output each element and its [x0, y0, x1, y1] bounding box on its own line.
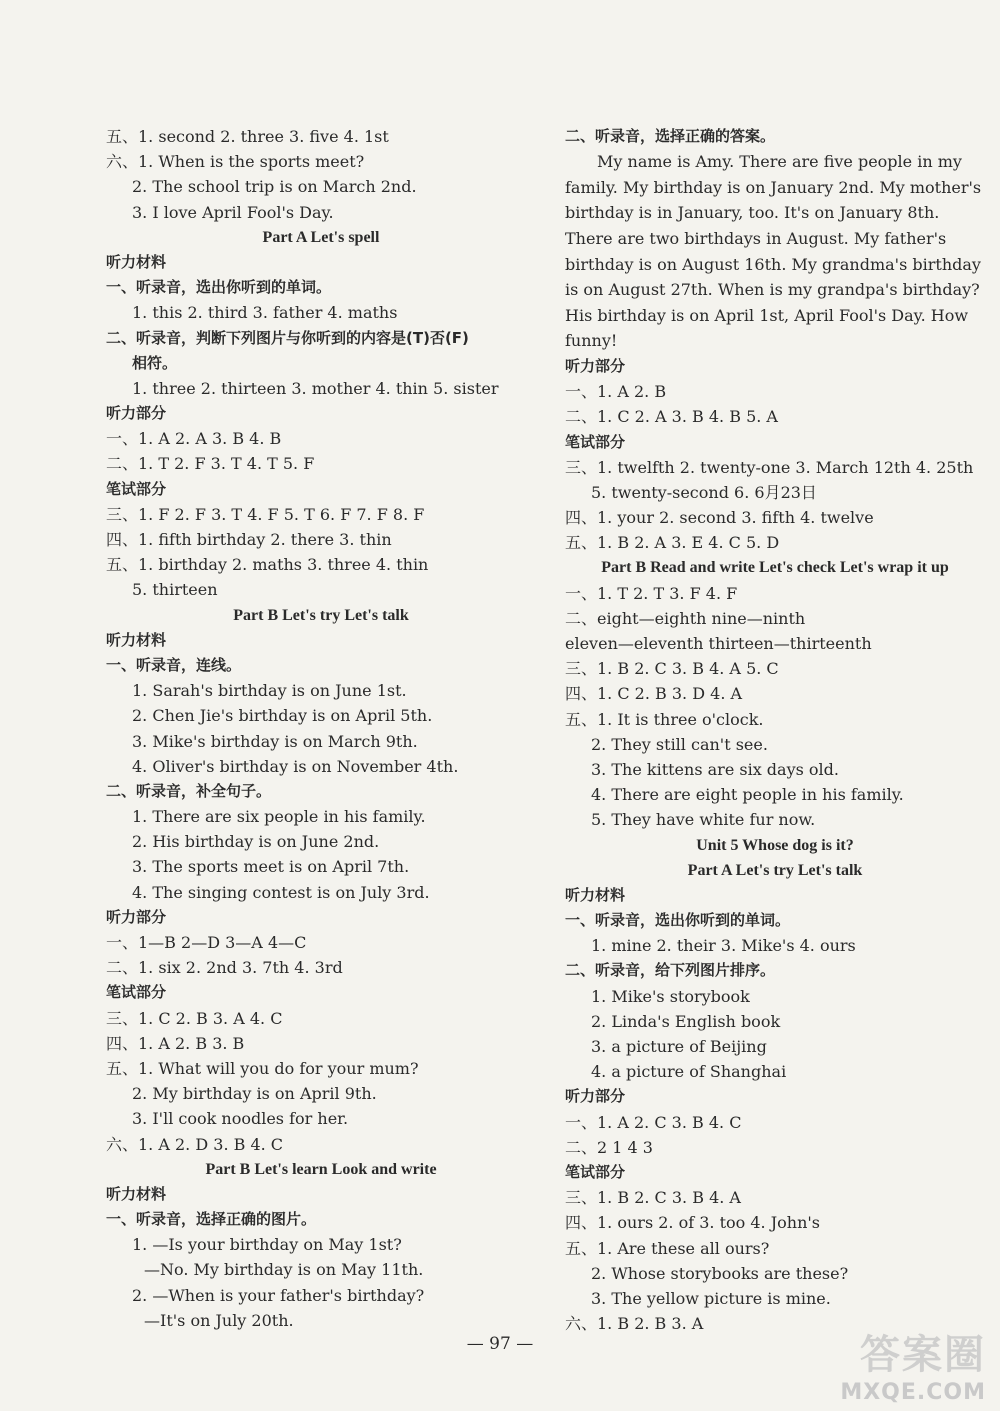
left-column-line: 4. The singing contest is on July 3rd. — [132, 882, 430, 902]
right-column-line: 三、1. B 2. C 3. B 4. A — [565, 1188, 741, 1208]
left-column-line: 3. Mike's birthday is on March 9th. — [132, 731, 418, 751]
left-column-line: 5. thirteen — [132, 580, 218, 600]
left-column-line: Part B Let's learn Look and write — [205, 1160, 437, 1178]
right-column-line: 听力部分 — [565, 1087, 626, 1106]
right-column-line: Part A Let's try Let's talk — [687, 861, 863, 879]
watermark-logo — [840, 1323, 986, 1405]
left-column-line: 1. There are six people in his family. — [132, 807, 426, 827]
right-column-line: Unit 5 Whose dog is it? — [696, 836, 854, 854]
right-column-line: 4. a picture of Shanghai — [591, 1062, 787, 1082]
left-column-line: 听力部分 — [106, 404, 167, 423]
right-column-line: 三、1. twelfth 2. twenty-one 3. March 12th 4. 25th — [565, 457, 974, 477]
right-column-line: 二、eight—eighth nine—ninth — [565, 608, 806, 628]
left-column-line: 1. Sarah's birthday is on June 1st. — [132, 681, 407, 701]
right-column-line: 六、1. B 2. B 3. A — [565, 1314, 704, 1334]
right-column-line: 二、1. C 2. A 3. B 4. B 5. A — [565, 407, 778, 427]
right-column-line: 二、听录音，给下列图片排序。 — [565, 961, 776, 980]
left-column-line: 三、1. F 2. F 3. T 4. F 5. T 6. F 7. F 8. F — [106, 504, 425, 524]
right-column-line: 2. Whose storybooks are these? — [591, 1263, 849, 1283]
left-column-line: 4. Oliver's birthday is on November 4th. — [132, 756, 459, 776]
right-column-line: 一、1. A 2. B — [565, 382, 667, 402]
left-column-line: 二、1. six 2. 2nd 3. 7th 4. 3rd — [106, 958, 343, 978]
left-column-line: 二、听录音，判断下列图片与你听到的内容是(T)否(F) — [106, 328, 469, 347]
left-column-line: 1. this 2. third 3. father 4. maths — [132, 303, 398, 323]
right-column-line: 一、听录音，选出你听到的单词。 — [565, 911, 791, 930]
left-column — [106, 124, 536, 1333]
right-column-line: 3. The yellow picture is mine. — [591, 1288, 831, 1308]
right-column-line: 四、1. C 2. B 3. D 4. A — [565, 684, 743, 704]
left-column-line: 3. I'll cook noodles for her. — [132, 1109, 349, 1129]
right-column-line: 二、2 1 4 3 — [565, 1137, 653, 1157]
left-column-line: 六、1. When is the sports meet? — [106, 152, 365, 172]
left-column-line: 2. My birthday is on April 9th. — [132, 1084, 377, 1104]
left-column-line: 1. —Is your birthday on May 1st? — [132, 1235, 402, 1255]
watermark-site: MXQE.COM — [840, 1380, 986, 1405]
right-column-line: 笔试部分 — [565, 1162, 626, 1181]
left-column-line: 2. His birthday is on June 2nd. — [132, 832, 380, 852]
right-column-line: 5. They have white fur now. — [591, 810, 816, 830]
watermark-logo-text: 答案圈 — [860, 1332, 986, 1378]
left-column-line: 3. The sports meet is on April 7th. — [132, 857, 410, 877]
left-column-line: 3. I love April Fool's Day. — [132, 202, 334, 222]
left-column-line: Part A Let's spell — [262, 228, 380, 246]
right-column-line: 1. Mike's storybook — [591, 986, 750, 1006]
right-column-line: 一、1. T 2. T 3. F 4. F — [565, 583, 738, 603]
left-column-line: 相符。 — [132, 353, 178, 372]
left-column-line: 四、1. fifth birthday 2. there 3. thin — [106, 530, 392, 549]
right-column-line: 五、1. Are these all ours? — [565, 1238, 770, 1258]
right-column-line: 四、1. your 2. second 3. fifth 4. twelve — [565, 508, 874, 528]
left-column-line: 笔试部分 — [106, 479, 167, 498]
left-column-line: Part B Let's try Let's talk — [233, 606, 409, 624]
left-column-line: 听力材料 — [106, 630, 167, 649]
right-column-line: 1. mine 2. their 3. Mike's 4. ours — [591, 936, 856, 956]
left-column-line: 五、1. birthday 2. maths 3. three 4. thin — [106, 555, 429, 575]
left-column-line: 2. —When is your father's birthday? — [132, 1285, 425, 1305]
left-column-line: 一、1—B 2—D 3—A 4—C — [106, 933, 307, 952]
left-column-line: 三、1. C 2. B 3. A 4. C — [106, 1008, 283, 1028]
left-column-line: 1. three 2. thirteen 3. mother 4. thin 5. sister — [132, 378, 499, 398]
right-column-line: 二、听录音，选择正确的答案。 — [565, 127, 776, 145]
right-column-line: 听力部分 — [565, 356, 626, 375]
page-number: — 97 — — [466, 1334, 534, 1354]
left-column-line: 五、1. What will you do for your mum? — [106, 1058, 419, 1078]
right-column-line: 3. a picture of Beijing — [591, 1037, 767, 1056]
right-column-line: My name is Amy. There are five people in my family. My birthday is on January 2nd. My mother's birthday is in January, too. It's on January 8th. There are two birthdays in August. My father's birthday is on August 16th. My grandma's birthday is on August 27th. When is my grandpa's birthday? His birthday is on April 1st, April Fool's Day. How funny! — [565, 152, 982, 351]
right-column-line: 一、1. A 2. C 3. B 4. C — [565, 1112, 742, 1132]
left-column-line: 2. The school trip is on March 2nd. — [132, 177, 417, 197]
left-column-line: 笔试部分 — [106, 983, 167, 1002]
right-column-line: 5. twenty-second 6. 6月23日 — [591, 482, 817, 502]
left-column-line: 一、听录音，连线。 — [106, 655, 242, 674]
right-column — [565, 124, 985, 1336]
right-column-line: 2. They still can't see. — [591, 734, 768, 754]
right-column-line: 三、1. B 2. C 3. B 4. A 5. C — [565, 659, 779, 679]
left-column-line: 二、听录音，补全句子。 — [106, 781, 272, 800]
left-column-line: —No. My birthday is on May 11th. — [144, 1260, 424, 1280]
right-column-line: eleven—eleventh thirteen—thirteenth — [565, 634, 872, 653]
left-column-line: 四、1. A 2. B 3. B — [106, 1033, 245, 1053]
left-column-line: 听力材料 — [106, 1184, 167, 1203]
left-column-line: 五、1. second 2. three 3. five 4. 1st — [106, 127, 389, 146]
right-column-line: 四、1. ours 2. of 3. too 4. John's — [565, 1213, 820, 1233]
right-column-line: 听力材料 — [565, 885, 626, 904]
left-column-line: 一、听录音，选择正确的图片。 — [106, 1210, 317, 1229]
left-column-line: 听力部分 — [106, 907, 167, 926]
right-column-line: 笔试部分 — [565, 432, 626, 451]
left-column-line: 听力材料 — [106, 252, 167, 271]
left-column-line: 一、听录音，选出你听到的单词。 — [106, 278, 332, 297]
right-column-line: 4. There are eight people in his family. — [591, 785, 904, 805]
left-column-line: 二、1. T 2. F 3. T 4. T 5. F — [106, 454, 315, 474]
right-column-line: 五、1. B 2. A 3. E 4. C 5. D — [565, 533, 780, 553]
right-column-line: 五、1. It is three o'clock. — [565, 709, 764, 729]
left-column-line: 一、1. A 2. A 3. B 4. B — [106, 429, 282, 449]
left-column-line: —It's on July 20th. — [144, 1310, 294, 1330]
right-column-line: Part B Read and write Let's check Let's wrap it up — [601, 559, 949, 577]
right-column-line: 2. Linda's English book — [591, 1011, 781, 1031]
right-column-line: 3. The kittens are six days old. — [591, 759, 839, 779]
left-column-line: 六、1. A 2. D 3. B 4. C — [106, 1134, 284, 1154]
left-column-line: 2. Chen Jie's birthday is on April 5th. — [132, 706, 433, 726]
